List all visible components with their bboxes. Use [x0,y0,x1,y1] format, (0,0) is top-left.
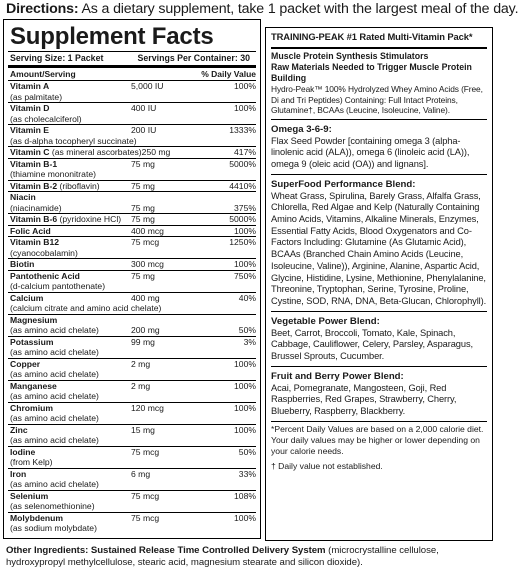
nutrient-amount [131,192,201,203]
nutrient-amount: 200 IU [131,125,157,135]
nutrient-row [8,314,256,336]
nutrient-daily-value: 100% [234,259,256,269]
facts-rows [8,80,256,534]
nutrient-name: Vitamin E [10,125,50,135]
nutrient-daily-value: 100% [234,103,256,113]
pack-section-heading: Omega 3-6-9: [271,123,332,135]
nutrient-row [8,446,256,468]
nutrient-form: (riboflavin) [59,180,100,191]
other-ingredients-system: Sustained Release Time Controlled Delivery System [90,545,326,556]
nutrient-row [8,146,256,158]
nutrient-row [8,380,256,402]
nutrient-daily-value: 100% [234,424,256,435]
nutrient-name: Calcium [10,292,44,303]
nutrient-row [8,158,256,180]
nutrient-row [8,124,256,146]
amount-header: Amount/Serving [10,69,76,79]
nutrient-name: Molybdenum [10,512,63,523]
nutrient-source: (niacinamide) [10,202,62,213]
nutrient-daily-value: 33% [238,468,256,479]
nutrient-daily-value: 375% [234,202,256,213]
nutrient-row [8,258,256,270]
nutrient-form: (as mineral ascorbates) [51,147,142,157]
daily-value-header: % Daily Value [201,69,256,79]
nutrient-daily-value: 3% [243,336,256,347]
nutrient-amount: 75 mcg [131,446,160,457]
nutrient-row [8,191,256,213]
nutrient-source: (as amino acid chelate) [10,435,99,445]
nutrient-daily-value [201,192,256,203]
nutrient-amount: 400 IU [131,103,157,113]
footnote-daily-values: *Percent Daily Values are based on a 2,000 calorie diet. Your daily values may be higher or lower depending on your calorie needs. [271,423,484,456]
nutrient-source: (as amino acid chelate) [10,391,99,401]
nutrient-name: Manganese [10,380,57,391]
nutrient-name: Iodine [10,446,36,457]
nutrient-name: Potassium [10,336,54,347]
nutrient-row [8,102,256,124]
nutrient-daily-value: 5000% [229,158,256,169]
nutrient-source: (calcium citrate and amino acid chelate) [10,303,162,313]
nutrient-name: Iron [10,468,27,479]
footnote-dagger: † Daily value not established. [271,460,383,471]
nutrient-amount: 99 mg [131,336,155,347]
nutrient-amount [131,315,201,326]
nutrient-name: Niacin [10,192,36,202]
pack-footnotes [271,421,487,472]
nutrient-source: (as amino acid chelate) [10,325,99,335]
facts-column-header [8,68,256,80]
nutrient-source: (as palmitate) [10,91,63,102]
nutrient-row [8,336,256,358]
nutrient-row [8,270,256,292]
nutrient-name: Vitamin C (as mineral ascorbates) [10,147,142,157]
nutrient-amount: 75 mcg [131,237,160,247]
multivitamin-pack-panel [265,27,493,541]
nutrient-daily-value: 50% [238,325,256,335]
nutrient-daily-value: 1250% [229,237,256,247]
pack-section-heading: SuperFood Performance Blend: [271,178,416,190]
nutrient-row [8,180,256,192]
nutrient-name: Pantothenic Acid [10,270,80,281]
nutrient-amount: 5,000 IU [131,81,164,91]
nutrient-daily-value: 5000% [229,214,256,224]
nutrient-source: (as selenomethionine) [10,501,95,511]
other-ingredients [6,545,496,569]
nutrient-name: Folic Acid [10,225,51,236]
nutrient-daily-value: 100% [234,512,256,523]
nutrient-name: Vitamin D [10,103,50,113]
nutrient-row [8,358,256,380]
serving-size: Serving Size: 1 Packet [10,53,104,63]
pack-section-heading: Muscle Protein Synthesis Stimulators [271,51,429,61]
pack-section-text: Beet, Carrot, Broccoli, Tomato, Kale, Spinach, Cabbage, Cauliflower, Celery, Parsley, Asparagus, Brussel Sprouts, Cucumber. [271,327,473,362]
servings-per-container: Servings Per Container: 30 [137,53,250,63]
pack-section [271,47,487,116]
nutrient-source: (as amino acid chelate) [10,413,99,423]
nutrient-daily-value: 4410% [229,180,256,191]
nutrient-row [8,512,256,534]
nutrient-daily-value: 40% [238,292,256,303]
nutrient-amount: 300 mcg [131,259,164,269]
other-ingredients-text: (microcrystalline cellulose, hydroxypropyl methylcellulose, stearic acid, magnesium stearate and silicon dioxide). [6,545,439,569]
nutrient-source: (as amino acid chelate) [10,347,99,357]
nutrient-amount: 75 mcg [131,512,160,523]
nutrient-amount: 75 mg [131,270,155,281]
nutrient-amount: 120 mcg [131,402,164,413]
directions [6,1,518,18]
nutrient-row [8,424,256,446]
nutrient-row [8,402,256,424]
nutrient-source: (thiamine mononitrate) [10,169,96,179]
nutrient-source: (as amino acid chelate) [10,369,99,379]
nutrient-source: (as amino acid chelate) [10,479,99,489]
nutrient-row [8,468,256,490]
nutrient-source: (cyanocobalamin) [10,247,78,258]
nutrient-amount: 75 mg [131,202,155,213]
nutrient-daily-value: 50% [238,446,256,457]
serving-info [8,52,256,65]
nutrient-row [8,490,256,512]
nutrient-name: Zinc [10,424,28,435]
nutrient-source: (as cholecalciferol) [10,113,82,124]
pack-section-text: Hydro-Peak™ 100% Hydrolyzed Whey Amino Acids (Free, Di and Tri Peptides) Containing: Full Intact Proteins, Glutamine†, BCAAs (Leucine, Isoleucine, Valine). [271,84,483,115]
nutrient-row [8,292,256,314]
nutrient-daily-value: 108% [234,490,256,501]
nutrient-row [8,80,256,102]
supplement-facts-panel [3,19,261,539]
nutrient-amount: 400 mcg [131,225,164,236]
nutrient-source: (as sodium molybdate) [10,523,97,533]
nutrient-amount: 75 mcg [131,490,160,501]
nutrient-form: (pyridoxine HCl) [59,214,122,224]
nutrient-daily-value [201,315,256,326]
pack-section-text: Flax Seed Powder [containing omega 3 (alpha-linolenic acid (ALA)), omega 6 (linoleic acid (LA)), omega 9 (oleic acid (OA)) and lignans]. [271,135,470,169]
nutrient-daily-value: 417% [234,147,256,157]
nutrient-amount: 6 mg [131,468,151,479]
pack-section-heading: Fruit and Berry Power Blend: [271,370,404,382]
nutrient-daily-value: 750% [234,270,256,281]
pack-section [271,174,487,308]
nutrient-name: Biotin [10,259,35,269]
pack-title: TRAINING-PEAK #1 Rated Multi-Vitamin Pack* [271,31,473,42]
pack-section-heading: Vegetable Power Blend: [271,315,380,327]
nutrient-name: Magnesium [10,314,58,325]
nutrient-daily-value: 100% [234,380,256,391]
directions-label: Directions: [6,1,79,17]
nutrient-row [8,236,256,258]
nutrient-daily-value: 100% [234,358,256,369]
pack-section-text: Acai, Pomegranate, Mangosteen, Goji, Red Raspberries, Red Grapes, Strawberry, Cherry, Blueberry, Raspberry, Blackberry. [271,382,457,417]
nutrient-daily-value: 1333% [229,125,256,135]
pack-section-text: Wheat Grass, Spirulina, Barely Grass, Alfalfa Grass, Chlorella, Red Algae and Kelp (Naturally Containing Amino Acids, Vitamins, Alkaline Minerals, Enzymes, Essential Fatty Acids, Blood Oxygenators and Co-Factors Including: Glutamine (As Glutamic Acid), BCAAs (Branched Chain Amino Acids (Leucine, Isoleucine, Valine)), Arginine, Alanine, Aspartic Acid, Glycine, Histidine, Lysine, Methionine, Phenylalanine, Threonine, Tryptophan, Serine, Tyrosine, Proline, Cystine, SOD, RNA, DNA, Beta-Glucan, Chlorophyll). [271,190,487,306]
nutrient-amount: 75 mg [131,214,155,224]
nutrient-daily-value: 100% [234,81,256,91]
nutrient-name: Vitamin B12 [10,237,60,247]
pack-section-subheading: Raw Materials Needed to Trigger Muscle Protein Building [271,62,472,83]
nutrient-name: Chromium [10,402,53,413]
pack-section [271,366,487,418]
nutrient-source: (d-calcium pantothenate) [10,281,106,291]
nutrient-name: Copper [10,358,41,369]
nutrient-amount: 2 mg [131,358,151,369]
nutrient-amount: 250 mg [141,147,171,157]
nutrient-daily-value: 100% [234,225,256,236]
directions-text: As a dietary supplement, take 1 packet with the largest meal of the day. [81,1,518,17]
nutrient-amount: 75 mg [131,158,155,169]
nutrient-amount: 15 mg [131,424,155,435]
nutrient-source: (from Kelp) [10,457,53,467]
nutrient-name: Vitamin B-2 (riboflavin) [10,180,100,191]
pack-section [271,311,487,363]
nutrient-name: Vitamin B-1 [10,158,58,169]
nutrient-name: Selenium [10,490,49,501]
nutrient-amount: 2 mg [131,380,151,391]
nutrient-amount: 200 mg [131,325,160,335]
nutrient-source: (as d-alpha tocopheryl succinate) [10,135,137,146]
nutrient-row [8,213,256,225]
pack-sections [271,47,487,418]
nutrient-name: Vitamin B-6 (pyridoxine HCl) [10,214,122,224]
nutrient-amount: 400 mg [131,292,160,303]
pack-section [271,119,487,171]
supplement-facts-title: Supplement Facts [10,23,214,50]
nutrient-daily-value: 100% [234,402,256,413]
other-ingredients-label: Other Ingredients: [6,545,89,556]
nutrient-name: Vitamin A [10,81,50,91]
nutrient-amount: 75 mg [131,180,155,191]
nutrient-row [8,225,256,237]
